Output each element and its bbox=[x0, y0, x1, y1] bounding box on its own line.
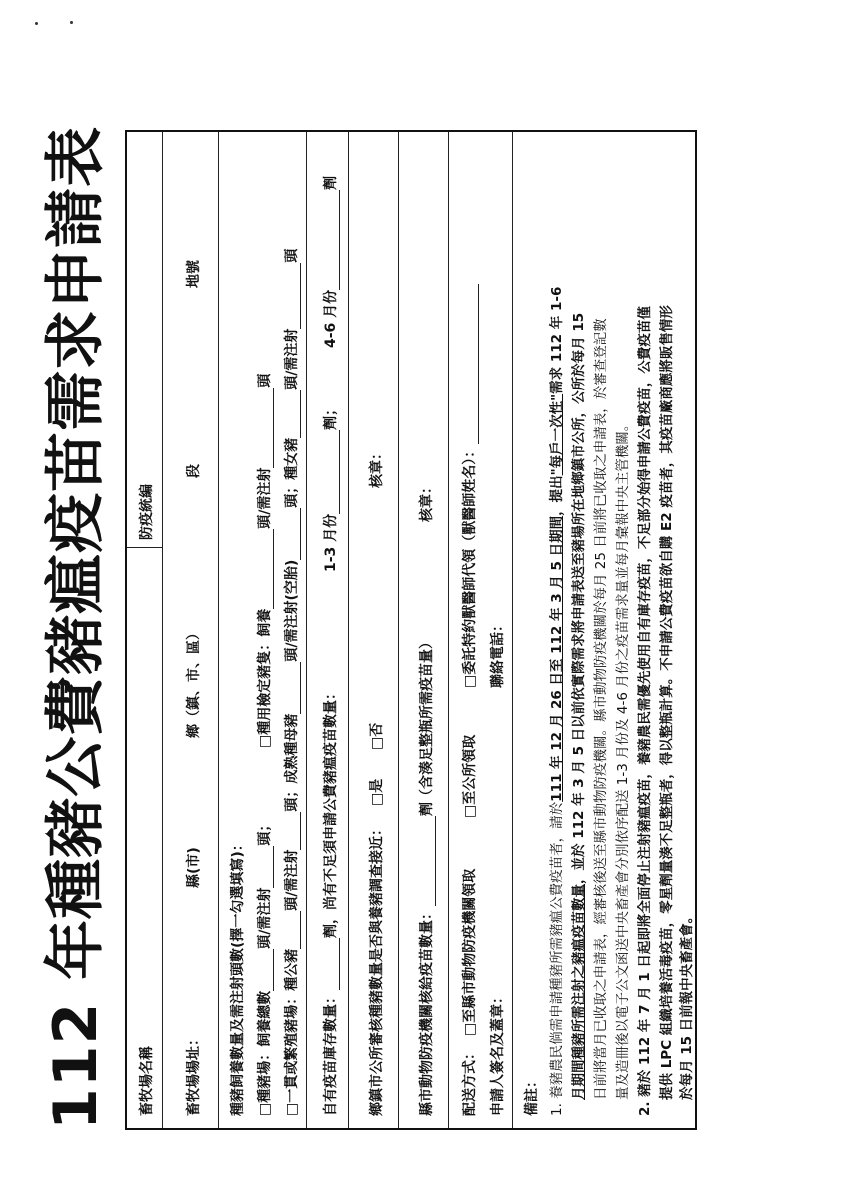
verify-no-checkbox[interactable]: □否 bbox=[369, 722, 385, 750]
blank-field[interactable] bbox=[259, 529, 274, 609]
delivery-vet-option bbox=[459, 284, 479, 688]
page-title: 112 年種豬公費豬瘟疫苗需求申請表 bbox=[41, 125, 111, 1130]
blank-field[interactable] bbox=[325, 938, 340, 990]
note-emphasis: 月期間種豬所需注射之豬瘟疫苗數量 bbox=[571, 884, 587, 1100]
county-seal-label: 核章： bbox=[419, 480, 435, 522]
delivery-row bbox=[449, 132, 513, 1128]
unit-text: 頭/需注射(空胎) bbox=[284, 559, 300, 662]
note-2-line-1: 2. 豬於 112 年 7 月 1 日起即將全面停止注射豬瘟疫苗，養豬農民需優先使用自有庫存疫苗，不足部分始得申請公費疫苗，公費疫苗僅 bbox=[637, 306, 653, 1116]
lot-label: 地號 bbox=[186, 260, 202, 288]
township-verify-row bbox=[349, 132, 399, 1128]
blank-field[interactable] bbox=[286, 263, 301, 329]
pig-count-heading: 種豬飼養數量及需注射頭數(擇一勾選填寫)： bbox=[230, 837, 246, 1116]
q1-dose: 劑； bbox=[323, 401, 339, 430]
farrow-farm-label: □一貫或繁殖豬場：種公豬 bbox=[284, 948, 300, 1116]
blank-field[interactable] bbox=[286, 812, 301, 850]
test-pig-label: □種用檢定豬隻：飼養 bbox=[257, 608, 273, 748]
q2-dose: 劑 bbox=[323, 175, 339, 190]
row-divider bbox=[127, 547, 162, 548]
blank-field[interactable] bbox=[421, 816, 436, 906]
blank-field[interactable] bbox=[259, 949, 274, 991]
breeding-farm-option bbox=[254, 818, 274, 1116]
blank-field[interactable] bbox=[286, 662, 301, 714]
delivery-county-option[interactable]: □至縣市動物防疫機關領取 bbox=[462, 868, 478, 1036]
stock-label: 自有疫苗庫存數量： bbox=[323, 990, 339, 1116]
note-2-line-3: 於每月 15 日前報中央畜產會。 bbox=[679, 909, 695, 1100]
unit-text: 頭；種女豬 bbox=[284, 437, 300, 508]
blank-field[interactable] bbox=[286, 508, 301, 560]
note-text: ，提出 bbox=[549, 475, 565, 516]
farm-name-label: 畜牧場名稱 bbox=[139, 1046, 155, 1116]
application-form bbox=[125, 130, 697, 1130]
applicant-sign-label: 申請人簽名及蓋章： bbox=[490, 990, 506, 1116]
vaccine-stock-row bbox=[307, 132, 349, 1128]
unit-text: 頭/需注射 bbox=[257, 887, 273, 949]
q2-label: 4-6 月份 bbox=[323, 289, 339, 348]
unit-text: 頭 bbox=[284, 248, 300, 263]
note-emphasis: 111 年 12 月 26 日至 112 年 3 月 5 日期間 bbox=[549, 515, 565, 802]
note-1-line-1 bbox=[545, 287, 565, 1116]
county-dose: 劑 bbox=[419, 802, 435, 816]
unit-text: 頭/需注射 bbox=[284, 849, 300, 911]
township-label: 鄉（鎮、市、區） bbox=[186, 626, 202, 738]
note-1-line-2 bbox=[567, 313, 587, 1100]
blank-field[interactable] bbox=[259, 388, 274, 468]
q2-request bbox=[320, 176, 340, 348]
county-check-field bbox=[416, 802, 436, 1116]
verify-label: 鄉鎮市公所審核種豬數量是否與養豬調查接近： bbox=[369, 822, 385, 1116]
stock-dose-text: 劑，尚有不足須申請公費豬瘟疫苗數量： bbox=[323, 686, 339, 938]
unit-text: 頭 bbox=[257, 373, 273, 388]
blank-field[interactable] bbox=[464, 284, 479, 444]
township-seal-label: 核章： bbox=[369, 446, 385, 488]
county-check-row bbox=[399, 132, 449, 1128]
farm-name-row bbox=[127, 132, 163, 1128]
breeding-farm-label: □種豬場：飼養總數 bbox=[257, 990, 273, 1116]
delivery-office-option[interactable]: □至公所領取 bbox=[462, 734, 478, 818]
blank-field[interactable] bbox=[286, 911, 301, 949]
q1-label: 1-3 月份 bbox=[323, 513, 339, 572]
note-emphasis: "每戶一次性" bbox=[549, 393, 565, 476]
delivery-vet-label[interactable]: □委託特約獸醫師代領（獸醫師姓名）： bbox=[462, 443, 478, 688]
farrow-farm-option bbox=[281, 249, 301, 1116]
farm-address-row bbox=[163, 132, 219, 1128]
blank-field[interactable] bbox=[325, 430, 340, 514]
notes-section bbox=[513, 132, 695, 1128]
note-text: 需求 112 年 1-6 bbox=[549, 286, 565, 394]
unit-text: 頭/需注射 bbox=[257, 467, 273, 529]
county-check-label: 縣市動物防疫機關核給疫苗數量： bbox=[419, 906, 435, 1116]
note-text: ，並於 112 年 3 月 5 日以前依實際需求將申請表送至豬場所在地鄉鎮市公所，公所於每月 15 bbox=[571, 312, 587, 884]
notes-title: 備註： bbox=[524, 1074, 540, 1116]
phone-label: 聯絡電話： bbox=[490, 618, 506, 688]
note-1-line-3: 日前將當月已收取之申請表，經審核後送至縣市動物防疫機關。縣市動物防疫機關於每月 25 日前將已收取之申請表，於審查登記數 bbox=[593, 318, 609, 1100]
q1-request bbox=[320, 402, 340, 572]
pig-count-row bbox=[219, 132, 307, 1128]
unit-text: 頭/需注射 bbox=[284, 328, 300, 390]
delivery-label: 配送方式： bbox=[462, 1046, 478, 1116]
farm-address-label: 畜牧場場址： bbox=[186, 1032, 202, 1116]
note-1-line-4: 量及造冊後以電子公文函送中央畜產會分別依序配送 1-3 月份及 4-6 月份之疫苗需求量並每月彙報中央主管機關。 bbox=[615, 417, 631, 1100]
county-check-note: （含湊足整瓶所需疫苗量） bbox=[419, 635, 435, 803]
unit-text: 頭； bbox=[257, 817, 273, 846]
note-text: 1. 養豬農民倘需申請種豬所需豬瘟公費疫苗者，請於 bbox=[549, 801, 565, 1116]
blank-field[interactable] bbox=[325, 190, 340, 290]
blank-field[interactable] bbox=[286, 390, 301, 438]
unit-text: 頭；成熟種母豬 bbox=[284, 713, 300, 812]
farm-code-label: 防疫統編 bbox=[139, 484, 155, 540]
verify-yes-checkbox[interactable]: □是 bbox=[369, 778, 385, 806]
test-pig-option bbox=[254, 374, 274, 748]
section-label: 段 bbox=[186, 464, 202, 478]
note-2-line-2: 提供 LPC 組織培養活毒疫苗，零星劑量湊不足整瓶者，得以整瓶計算。不申請公費疫苗欲自購 E2 疫苗者，其疫苗廠商應將販售情形 bbox=[659, 305, 675, 1100]
county-label: 縣(市) bbox=[186, 847, 202, 888]
vaccine-stock-field bbox=[320, 686, 340, 1116]
blank-field[interactable] bbox=[259, 846, 274, 888]
